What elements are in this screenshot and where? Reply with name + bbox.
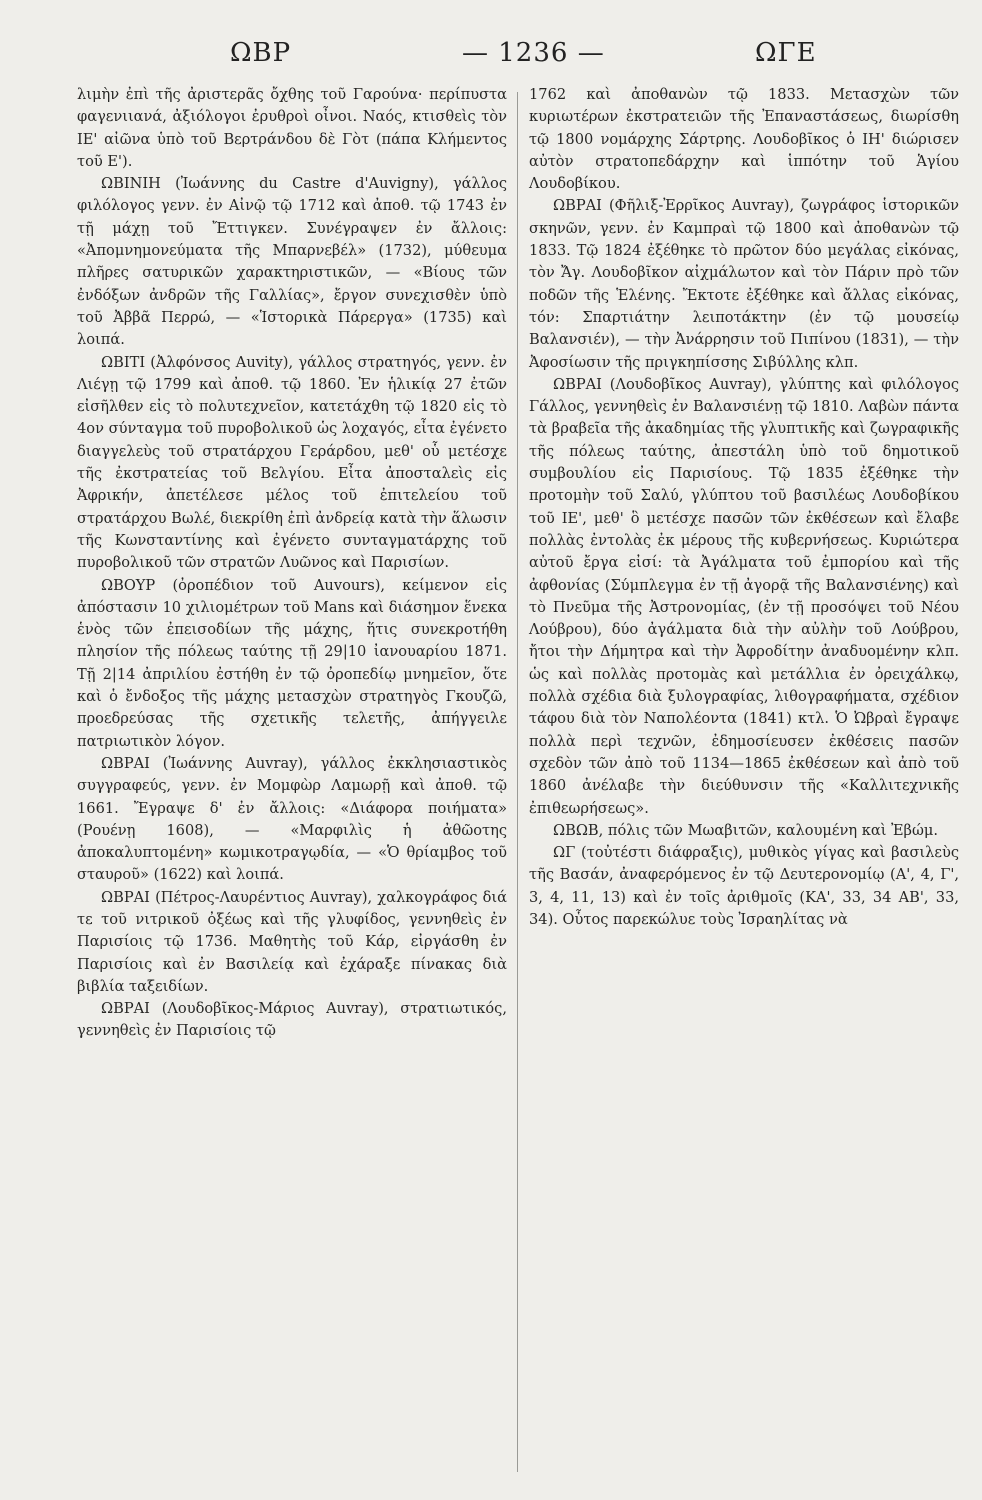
page-number: — 1236 — [462, 38, 605, 68]
entry-paragraph: λιμὴν ἐπὶ τῆς ἀριστερᾶς ὄχθης τοῦ Γαρούνα· περίπυστα φαγενιιανά, ἀξιόλογοι ἐρυθροὶ οἶνοι. Ναός, κτισθεὶς τὸν ΙΕ' αἰῶνα ὑπὸ τοῦ Βερτράνδου δὲ Γὸτ (πάπα Κλήμεντος τοῦ Ε'). [77, 86, 507, 170]
entry-paragraph: 1762 καὶ ἀποθανὼν τῷ 1833. Μετασχὼν τῶν κυριωτέρων ἐκστρατειῶν τῆς Ἐπαναστάσεως, διωρίσθη τῷ 1800 νομάρχης Σάρτρης. Λουδοβῖκος ὁ ΙΗ' διώρισεν αὐτὸν στρατοπεδάρχην καὶ ἱππότην τοῦ Ἁγίου Λουδοβίκου. [529, 86, 959, 193]
entry-paragraph: ΩΒΙΝΙΗ (Ἰωάννης du Castre d'Auvigny), γάλλος φιλόλογος γενν. ἐν Αἰνῷ τῷ 1712 καὶ ἀποθ. τῷ 1743 ἐν τῇ μάχῃ τοῦ Ἔττιγκεν. Συνέγραψεν ἐν ἄλλοις: «Ἀπομνημονεύματα τῆς Μπαρνεβέλ» (1732), μύθευμα πλῆρες σατυρικῶν χαρακτηριστικῶν, — «Βίους τῶν ἐνδόξων ἀνδρῶν τῆς Γαλλίας», ἔργον συνεχισθὲν ὑπὸ τοῦ Ἀββᾶ Περρώ, — «Ἱστορικὰ Πάρεργα» (1735) καὶ λοιπά. [77, 175, 507, 349]
column-divider [517, 92, 518, 1472]
entry-paragraph: ΩΒΙΤΙ (Ἀλφόνσος Auvity), γάλλος στρατηγός, γενν. ἐν Λιέγῃ τῷ 1799 καὶ ἀποθ. τῷ 1860. Ἐν ἡλικίᾳ 27 ἐτῶν εἰσῆλθεν εἰς τὸ πολυτεχνεῖον, κατετάχθη τῷ 1820 εἰς τὸ 4ον σύνταγμα τοῦ πυροβολικοῦ ὡς λοχαγός, εἶτα ἐγένετο διαγγελεὺς τοῦ στρατάρχου Γεράρδου, μεθ' οὗ μετέσχε τῆς ἐκστρατείας τοῦ Βελγίου. Εἶτα ἀποσταλεὶς εἰς Ἀφρικήν, ἀπετέλεσε μέλος τοῦ ἐπιτελείου τοῦ στρατάρχου Βωλέ, διεκρίθη ἐπὶ ἀνδρείᾳ κατὰ τὴν ἅλωσιν τῆς Κωνσταντίνης καὶ ἐγένετο συνταγματάρχης τοῦ πυροβολικοῦ τῶν στρατῶν Λυῶνος καὶ Παρισίων. [77, 353, 507, 572]
entry-paragraph: ΩΒΡΑΙ (Πέτρος-Λαυρέντιος Auvray), χαλκογράφος διά τε τοῦ νιτρικοῦ ὀξέως καὶ τῆς γλυφίδος, γεννηθεὶς ἐν Παρισίοις τῷ 1736. Μαθητὴς τοῦ Κάρ, εἰργάσθη ἐν Παρισίοις καὶ ἐν Βασιλείᾳ καὶ ἐχάραξε πίνακας διὰ βιβλία ταξειδίων. [77, 888, 507, 995]
running-head-right: ΩΓΕ [755, 38, 817, 68]
entry-paragraph: ΩΒΩΒ, πόλις τῶν Μωαβιτῶν, καλουμένη καὶ Ἐβώμ. [553, 821, 938, 839]
entry-paragraph: ΩΓ (τοὐτέστι διάφραξις), μυθικὸς γίγας καὶ βασιλεὺς τῆς Βασάν, ἀναφερόμενος ἐν τῷ Δευτερονομίῳ (Α', 4, Γ', 3, 4, 11, 13) καὶ ἐν τοῖς ἀριθμοῖς (ΚΑ', 33, 34 ΑΒ', 33, 34). Οὗτος παρεκώλυε τοὺς Ἰσραηλίτας νὰ [529, 844, 959, 928]
entry-paragraph: ΩΒΡΑΙ (Λουδοβῖκος-Μάριος Auvray), στρατιωτικός, γεννηθεὶς ἐν Παρισίοις τῷ [77, 1000, 507, 1040]
left-column [77, 84, 507, 1043]
running-head-left: ΩΒΡ [230, 38, 292, 68]
entry-paragraph: ΩΒΡΑΙ (Λουδοβῖκος Auvray), γλύπτης καὶ φιλόλογος Γάλλος, γεννηθεὶς ἐν Βαλανσιένῃ τῷ 1810. Λαβὼν πάντα τὰ βραβεῖα τῆς ἀκαδημίας τῆς γλυπτικῆς καὶ ζωγραφικῆς τῆς πόλεως ταύτης, ἀπεστάλη ὑπὸ τοῦ δημοτικοῦ συμβουλίου εἰς Παρισίους. Τῷ 1835 ἐξέθηκε τὴν προτομὴν τοῦ Σαλύ, γλύπτου τοῦ βασιλέως Λουδοβίκου τοῦ ΙΕ', μεθ' ὃ μετέσχε πασῶν τῶν ἐκθέσεων καὶ ἔλαβε πολλὰς ἐντολὰς ἐκ μέρους τῆς κυβερνήσεως. Κυριώτερα αὐτοῦ ἔργα εἰσί: τὰ Ἀγάλματα τοῦ ἐμπορίου καὶ τῆς ἀφθονίας (Σύμπλεγμα ἐν τῇ ἀγορᾷ τῆς Βαλανσιένης) καὶ τὸ Πνεῦμα τῆς Ἀστρονομίας, (ἐν τῇ προσόψει τοῦ Νέου Λούβρου), δύο ἀγάλματα διὰ τὴν αὐλὴν τοῦ Λούβρου, ἤτοι τὴν Δήμητρα καὶ τὴν Ἀφροδίτην ἀναδυομένην κλπ. ὡς καὶ πολλὰς προτομὰς καὶ μετάλλια ἐν ὀρειχάλκῳ, πολλὰ σχέδια διὰ ξυλογραφίας, λιθογραφήματα, σχέδιον τάφου διὰ τὸν Ναπολέοντα (1841) κτλ. Ὁ Ὠβραὶ ἔγραψε πολλὰ περὶ τεχνῶν, ἐδημοσίευσεν ἐκθέσεις πασῶν σχεδὸν τῶν ἀπὸ τοῦ 1134—1865 ἐκθέσεων καὶ ἀπὸ τοῦ 1860 ἀνέλαβε τὴν διεύθυνσιν τῆς «Καλλιτεχνικῆς ἐπιθεωρήσεως». [529, 375, 959, 817]
entry-paragraph: ΩΒΡΑΙ (Ἰωάννης Auvray), γάλλος ἐκκλησιαστικὸς συγγραφεύς, γενν. ἐν Μομφὼρ Λαμωρῇ καὶ ἀποθ. τῷ 1661. Ἔγραψε δ' ἐν ἄλλοις: «Διάφορα ποιήματα» (Ρουένῃ 1608), — «Μαρφιλὶς ἡ ἀθῶοτης ἀποκαλυπτομένη» κωμικοτραγῳδία, — «Ὁ θρίαμβος τοῦ σταυροῦ» (1622) καὶ λοιπά. [77, 754, 507, 884]
right-column [529, 84, 959, 931]
entry-paragraph: ΩΒΟΥΡ (ὀροπέδιον τοῦ Auvours), κείμενον εἰς ἀπόστασιν 10 χιλιομέτρων τοῦ Mans καὶ διάσημον ἕνεκα ἑνὸς τῶν ἐπεισοδίων τῆς μάχης, ἥτις συνεκροτήθη πλησίον τῆς πόλεως ταύτης τῇ 29|10 ἰανουαρίου 1871. Τῇ 2|14 ἀπριλίου ἐστήθη ἐν τῷ ὀροπεδίῳ μνημεῖον, ὅτε καὶ ὁ ἔνδοξος τῆς μάχης μετασχὼν στρατηγὸς Γκουζῶ, προεδρεύσας τῆς σχετικῆς τελετῆς, ἀπήγγειλε πατριωτικὸν λόγον. [77, 576, 507, 750]
entry-paragraph: ΩΒΡΑΙ (Φῆλιξ-Ἐρρῖκος Auvray), ζωγράφος ἱστορικῶν σκηνῶν, γενν. ἐν Καμπραὶ τῷ 1800 καὶ ἀποθανὼν τῷ 1833. Τῷ 1824 ἐξέθηκε τὸ πρῶτον δύο μεγάλας εἰκόνας, τὸν Ἄγ. Λουδοβῖκον αἰχμάλωτον καὶ τὸν Πάριν πρὸ τῶν ποδῶν τῆς Ἑλένης. Ἔκτοτε ἐξέθηκε καὶ ἄλλας εἰκόνας, τόν: Σπαρτιάτην λειποτάκτην (ἐν τῷ μουσείῳ Βαλανσιέν), — τὴν Ἀνάρρησιν τοῦ Πιπίνου (1831), — τὴν Ἀφοσίωσιν τῆς πριγκηπίσσης Σιβύλλης κλπ. [529, 197, 959, 371]
